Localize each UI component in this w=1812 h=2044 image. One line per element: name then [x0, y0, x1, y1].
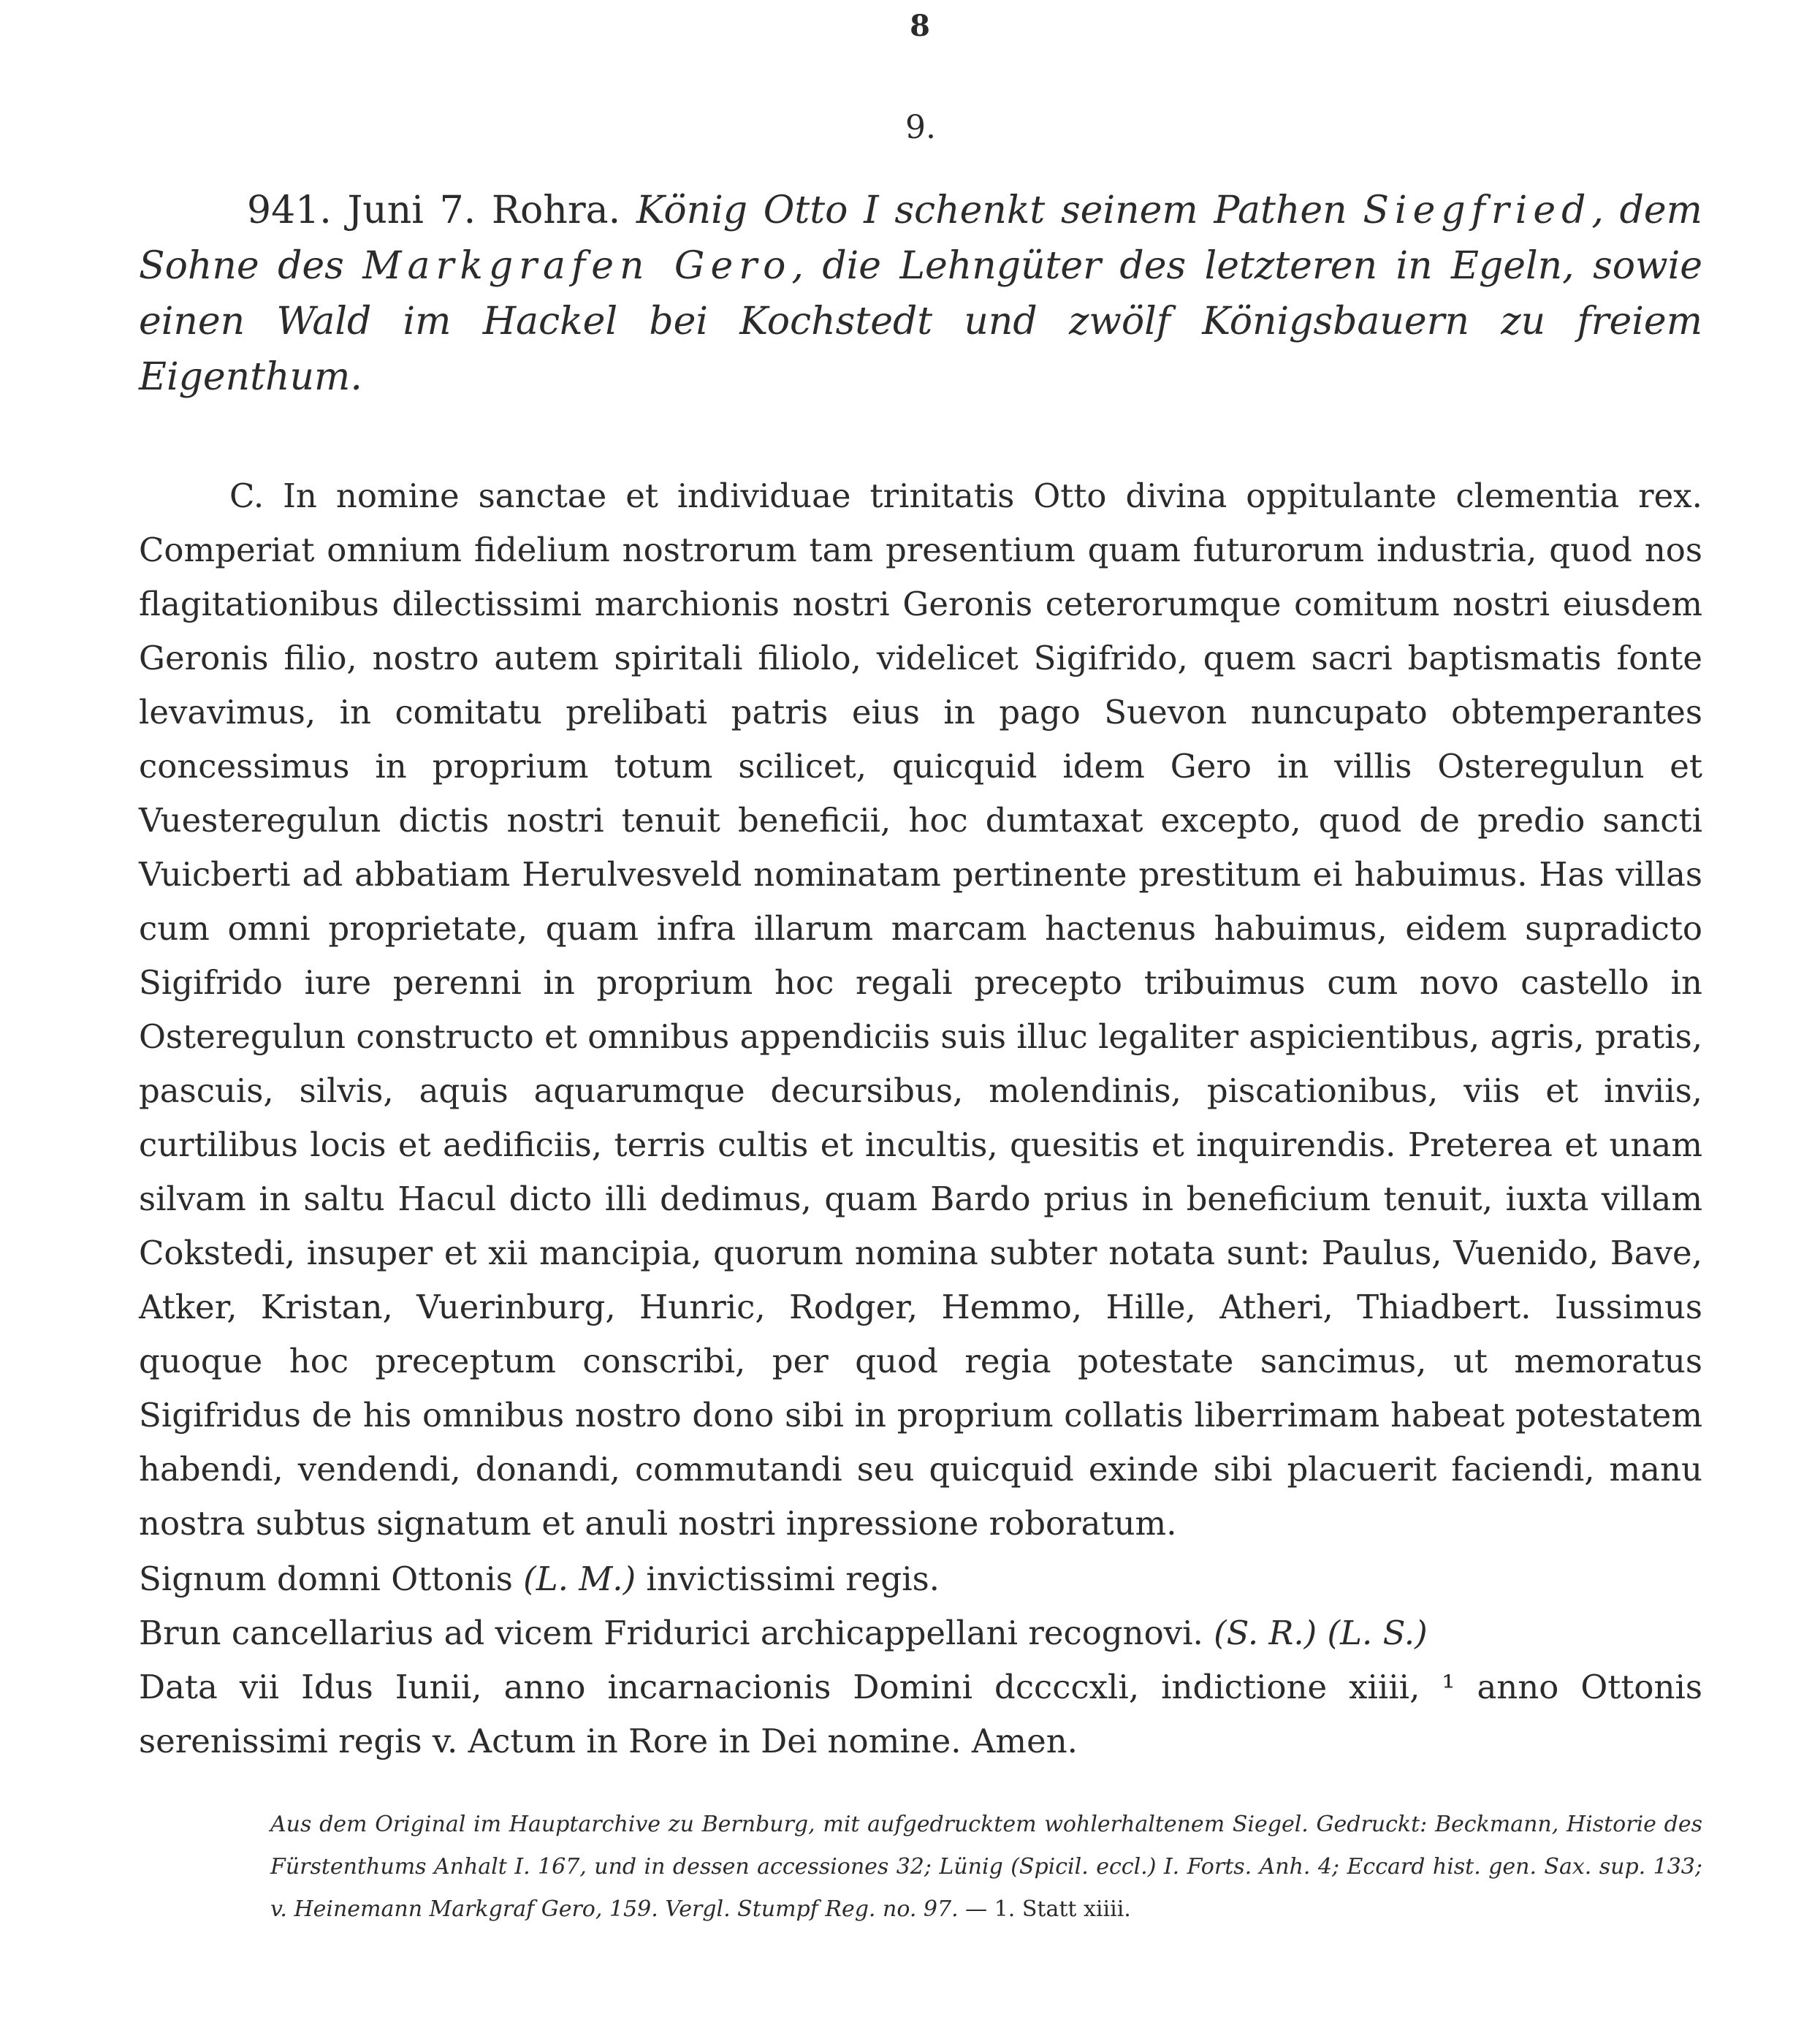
page-number: 8	[910, 9, 932, 43]
regest-name-gero: Markgrafen Gero	[362, 244, 792, 288]
regest-date: 941. Juni 7. Rohra.	[247, 189, 621, 232]
signum-line	[139, 1552, 1702, 1606]
recognition-text: Brun cancellarius ad vicem Fridurici archicappellani recognovi.	[139, 1614, 1214, 1652]
footnote-note-1: 1. Statt xiiii.	[994, 1896, 1131, 1922]
charter-text: C. In nomine sanctae et individuae trinitatis Otto divina oppitulante clementia rex. Comperiat omnium fidelium nostrorum tam presentium quam futurorum industria, quod nos flagitationibus dilectissimi marchionis nostri Geronis ceterorumque comitum nostri eiusdem Geronis filio, nostro autem spiritali filiolo, videlicet Sigifrido, quem sacri baptismatis fonte levavimus, in comitatu prelibati patris eius in pago Suevon nuncupato obtemperantes concessimus in proprium totum scilicet, quicquid idem Gero in villis Osteregulun et Vuesteregulun dictis nostri tenuit beneficii, hoc dumtaxat excepto, quod de predio sancti Vuicberti ad abbatiam Herulvesveld nominatam pertinente prestitum ei habuimus. Has villas cum omni proprietate, quam infra illarum marcam hactenus habuimus, eidem supradicto Sigifrido iure perenni in proprium hoc regali precepto tribuimus cum novo castello in Osteregulun constructo et omnibus appendiciis suis illuc legaliter aspicientibus, agris, pratis, pascuis, silvis, aquis aquarumque decursibus, molendinis, piscationibus, viis et inviis, curtilibus locis et aedificiis, terris cultis et incultis, quesitis et inquirendis. Preterea et unam silvam in saltu Hacul dicto illi dedimus, quam Bardo prius in beneficium tenuit, iuxta villam Cokstedi, insuper et xii mancipia, quorum nomina subter notata sunt: Paulus, Vuenido, Bave, Atker, Kristan, Vuerinburg, Hunric, Rodger, Hemmo, Hille, Atheri, Thiadbert. Iussimus quoque hoc preceptum conscribi, per quod regia potestate sancimus, ut memoratus Sigifridus de his omnibus nostro dono sibi in proprium collatis liberrimam habeat potestatem habendi, vendendi, donandi, commutandi seu quicquid exinde sibi placuerit faciendi, manu nostra subtus signatum et anuli nostri inpressione roboratum.	[139, 476, 1702, 1543]
recognition-marks: (S. R.) (L. S.)	[1214, 1614, 1428, 1652]
footnote-source: Aus dem Original im Hauptarchive zu Bernburg, mit aufgedrucktem wohlerhaltenem Siegel. Gedruckt: Beckmann, Historie des Fürstenthums Anhalt I. 167, und in dessen accessiones 32; Lünig (Spicil. eccl.) I. Forts. Anh. 4; Eccard hist. gen. Sax. sup. 133; v. Heinemann Markgraf Gero, 159. Vergl. Stumpf Reg. no. 97. —	[270, 1812, 1702, 1922]
regest-text-1: König Otto I schenkt seinem Pathen	[620, 189, 1363, 232]
signum-text-1: Signum domni Ottonis	[139, 1559, 524, 1598]
regest-text-3: , die Lehngüter des letzteren in Egeln, sowie einen Wald im Hackel bei Kochstedt und zwölf Königsbauern zu freiem Eigenthum.	[139, 244, 1702, 399]
regest-name-siegfried: Siegfried	[1363, 189, 1592, 232]
charter-closing	[139, 1552, 1702, 1768]
signum-text-2: invictissimi regis.	[636, 1559, 940, 1598]
regest-text-2: , dem Sohne des	[139, 189, 1702, 288]
document-number: 9.	[905, 109, 936, 146]
source-footnote	[139, 1804, 1702, 1931]
dating-clause: Data vii Idus Iunii, anno incarnacionis Domini dccccxli, indictione xiiii, ¹ anno Ottonis serenissimi regis v. Actum in Rore in Dei nomine. Amen.	[139, 1668, 1702, 1760]
signum-mark: (L. M.)	[523, 1559, 636, 1598]
regest-summary	[139, 183, 1702, 405]
recognition-line	[139, 1606, 1702, 1660]
